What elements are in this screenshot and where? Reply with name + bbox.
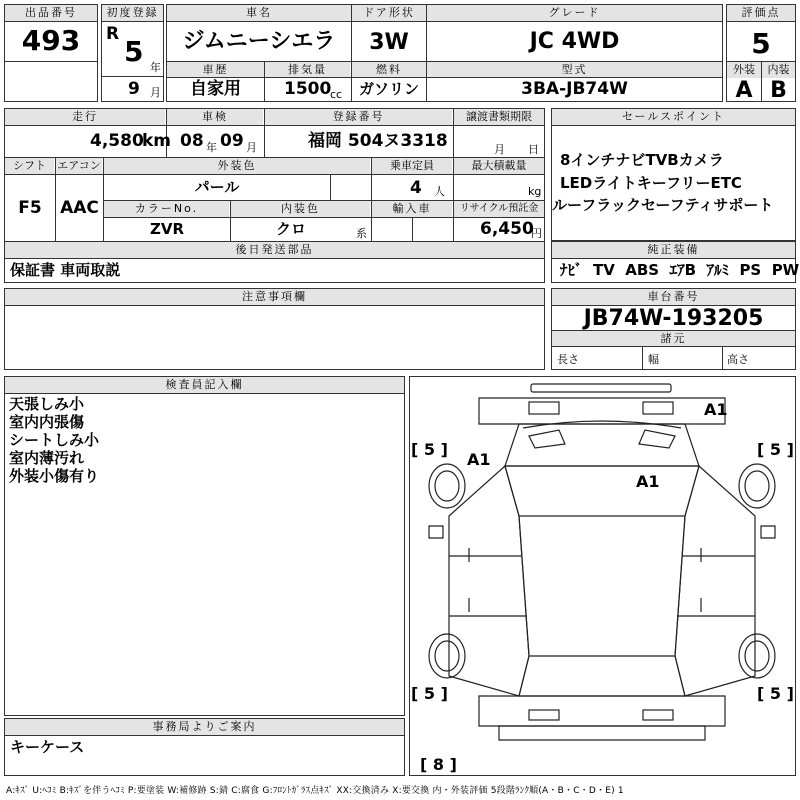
load-unit: kg	[528, 185, 542, 198]
grade: JC 4WD	[529, 29, 620, 54]
chassis-number: JB74W-193205	[583, 306, 764, 331]
length-label: 長さ	[557, 353, 579, 366]
damage-mark-left: A1	[467, 450, 491, 469]
sales-line-3: ルーフラックセーフティサポート	[552, 196, 774, 214]
inspector-notes-list	[9, 395, 99, 485]
inspection-month-unit: 月	[246, 141, 257, 154]
shift-label: シフト	[5, 158, 54, 174]
sales-line-2: LEDライトキーフリーETC	[560, 174, 742, 192]
equipment-label: 純正装備	[552, 242, 795, 258]
displacement: 1500	[284, 79, 332, 99]
lot-number-label: 出品番号	[5, 5, 97, 21]
equipment-alloy: ｱﾙﾐ	[706, 261, 729, 279]
inspection-year: 08	[180, 131, 204, 151]
color-number-label: カラーNo.	[104, 201, 229, 217]
transfer-deadline-label: 譲渡書類期限	[454, 109, 544, 125]
fuel: ガソリン	[358, 80, 419, 98]
registration-month: 9	[128, 79, 140, 99]
transfer-month-unit: 月	[494, 143, 505, 156]
recycle-deposit: 6,450	[480, 219, 534, 239]
sales-line-1: 8インチナビTVBカメラ	[560, 151, 724, 169]
fuel-label: 燃料	[352, 62, 426, 78]
first-registration-label: 初度登録	[102, 5, 163, 21]
recycle-label: リサイクル預託金	[454, 201, 544, 217]
car-diagram	[409, 376, 796, 776]
office-notice-label: 事務局よりご案内	[5, 719, 404, 735]
tire-mark-rear-left: [ 5 ]	[411, 684, 448, 703]
plate-number: 福岡 504ヌ3318	[308, 131, 448, 151]
tire-mark-front-left: [ 5 ]	[411, 440, 448, 459]
interior-color-label: 内装色	[231, 201, 370, 217]
ac-label: エアコン	[57, 159, 101, 172]
inspector-note: 室内内張傷	[9, 413, 85, 431]
score: 5	[751, 27, 771, 60]
inspector-note: 室内薄汚れ	[9, 449, 85, 467]
transfer-day-unit: 日	[528, 143, 539, 156]
year-unit: 年	[150, 61, 161, 74]
history: 自家用	[190, 79, 241, 99]
inspection-label: 車検	[167, 109, 263, 125]
car-name-label: 車名	[167, 5, 351, 21]
score-label: 評価点	[727, 5, 795, 21]
plate-label: 登録番号	[265, 109, 452, 125]
mileage-label: 走行	[5, 109, 165, 125]
interior-label: 内装	[762, 62, 795, 78]
month-unit: 月	[150, 86, 161, 99]
tire-mark-front-right: [ 5 ]	[757, 440, 794, 459]
capacity: 4	[410, 178, 422, 198]
model-label: 型式	[427, 62, 722, 78]
door-type: 3W	[369, 30, 409, 55]
inspector-note: 天張しみ小	[9, 395, 85, 413]
capacity-label: 乗車定員	[372, 158, 452, 174]
sales-point-label: セールスポイント	[552, 109, 795, 125]
office-notice-text: キーケース	[10, 738, 85, 756]
equipment-pw: PW	[771, 261, 800, 279]
inspector-notes-label: 検査員記入欄	[5, 377, 404, 393]
equipment-airbag: ｴｱB	[669, 261, 697, 279]
equipment-ps: PS	[739, 261, 762, 279]
equipment-abs: ABS	[625, 261, 660, 279]
exterior-label: 外装	[727, 62, 761, 78]
interior-color: クロ	[275, 220, 306, 238]
displacement-label: 排気量	[265, 62, 350, 78]
inspection-month: 09	[220, 131, 244, 151]
damage-mark-front: A1	[704, 400, 728, 419]
air-conditioner: AAC	[60, 198, 99, 218]
tire-mark-rear-right: [ 5 ]	[757, 684, 794, 703]
import-label: 輸入車	[372, 201, 452, 217]
interior-grade: B	[770, 78, 787, 103]
color-label: 外装色	[104, 158, 370, 174]
exterior-grade: A	[735, 78, 753, 103]
chassis-label: 車台番号	[552, 289, 795, 305]
car-name: ジムニーシエラ	[182, 29, 336, 54]
interior-color-suffix: 系	[356, 227, 367, 240]
later-parts: 保証書 車両取説	[10, 261, 121, 279]
color-number: ZVR	[149, 220, 185, 238]
inspector-note: 外装小傷有り	[9, 467, 100, 485]
equipment-navi: ﾅﾋﾞ	[560, 261, 583, 279]
history-label: 車歴	[167, 62, 264, 78]
shift: F5	[18, 198, 42, 218]
displacement-unit: cc	[330, 88, 343, 101]
width-label: 幅	[648, 353, 659, 366]
equipment-list	[560, 263, 799, 278]
mileage-unit: km	[142, 131, 172, 151]
damage-mark-roof: A1	[636, 472, 660, 491]
equipment-tv: TV	[592, 261, 615, 279]
spare-tire-mark: [ 8 ]	[420, 755, 457, 774]
registration-year: 5	[124, 35, 144, 68]
notes-label: 注意事項欄	[5, 289, 544, 305]
spec-label: 諸元	[552, 331, 795, 347]
grade-label: グレード	[427, 5, 722, 21]
mileage: 4,580	[90, 131, 144, 151]
era-letter: R	[106, 24, 120, 44]
recycle-unit: 円	[531, 227, 542, 240]
inspection-year-unit: 年	[206, 141, 217, 154]
lot-number: 493	[21, 24, 81, 57]
later-parts-label: 後日発送部品	[5, 242, 544, 258]
model: 3BA-JB74W	[521, 79, 628, 99]
legend: A:ｷｽﾞ U:ﾍｺﾐ B:ｷｽﾞを伴うﾍｺﾐ P:要塗装 W:補修跡 S:錆 C:腐食 G:ﾌﾛﾝﾄｶﾞﾗｽ点ｷｽﾞ XX:交換済み X:要交換 内・外装評価 5段階ﾗﾝｸ順(A・B・C・D・E) 1	[6, 786, 624, 796]
door-label: ドア形状	[352, 5, 426, 21]
load-label: 最大積載量	[454, 158, 544, 174]
inspector-note: シートしみ小	[9, 431, 100, 449]
height-label: 高さ	[727, 353, 749, 366]
exterior-color: パール	[194, 178, 240, 196]
capacity-unit: 人	[434, 185, 445, 198]
